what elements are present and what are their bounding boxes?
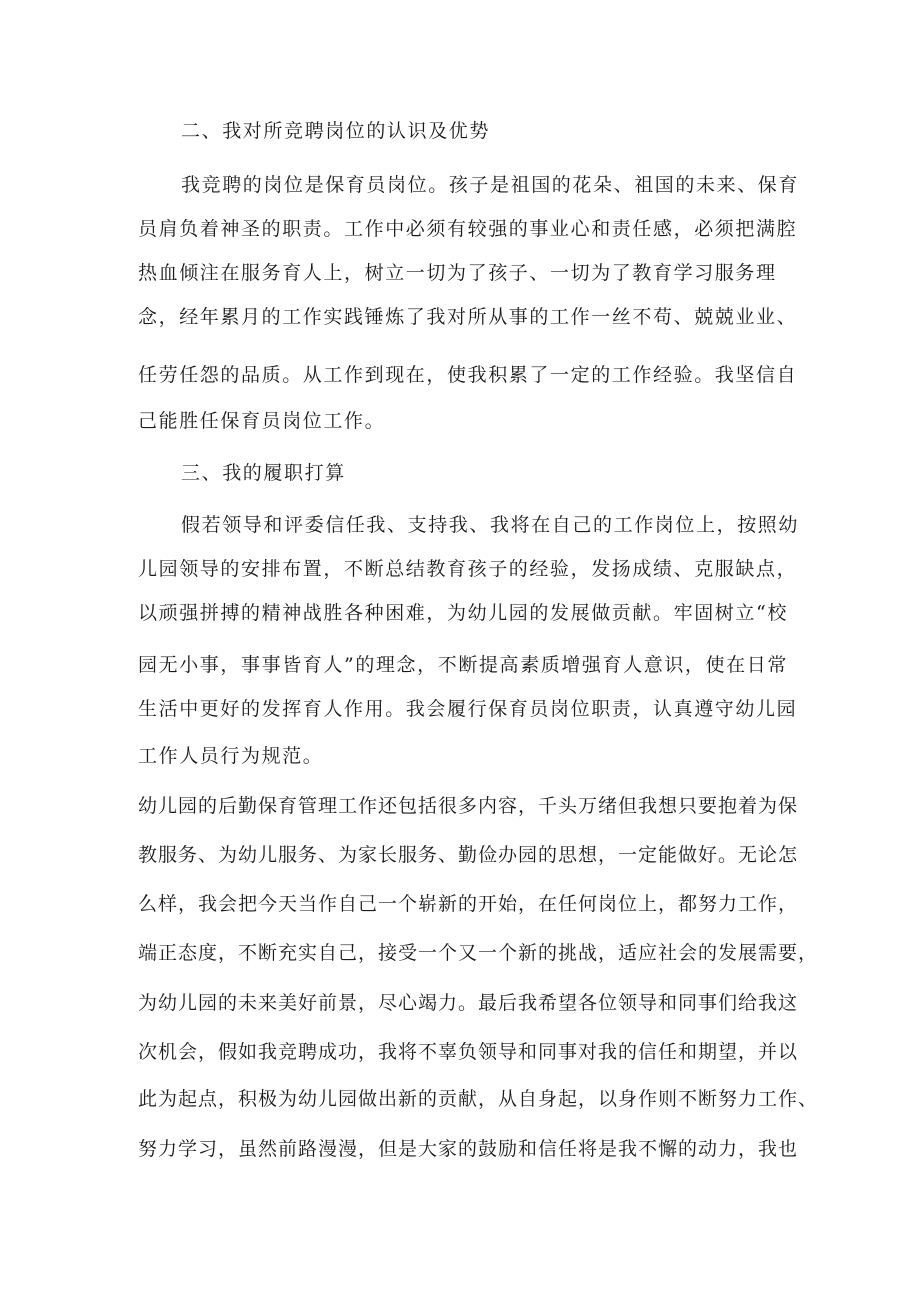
paragraph-line: 么样，我会把今天当作自己一个崭新的开始，在任何岗位上，都努力工作， — [138, 893, 799, 915]
paragraph-line: 员肩负着神圣的职责。工作中必须有较强的事业心和责任感，必须把满腔 — [138, 218, 798, 240]
paragraph-line: 任劳任怨的品质。从工作到现在，使我积累了一定的工作经验。我坚信自 — [138, 364, 798, 386]
paragraph-line: 为幼儿园的未来美好前景，尽心竭力。最后我希望各位领导和同事们给我这 — [138, 992, 799, 1014]
paragraph-line: 园无小事，事事皆育人”的理念，不断提高素质增强育人意识，使在日常 — [138, 654, 788, 676]
paragraph-line: 幼儿园的后勤保育管理工作还包括很多内容，千头万绪但我想只要抱着为保 — [138, 795, 799, 817]
paragraph-line: 己能胜任保育员岗位工作。 — [138, 410, 386, 432]
paragraph-line: 念，经年累月的工作实践锤炼了我对所从事的工作一丝不苟、兢兢业业、 — [138, 306, 798, 328]
paragraph-line: 以顽强拼搏的精神战胜各种困难，为幼儿园的发展做贡献。牢固树立“校 — [138, 602, 788, 624]
paragraph-line: 我竞聘的岗位是保育员岗位。孩子是祖国的花朵、祖国的未来、保育 — [181, 174, 800, 196]
paragraph-line: 热血倾注在服务育人上，树立一切为了孩子、一切为了教育学习服务理 — [138, 262, 777, 284]
paragraph-line: 次机会，假如我竞聘成功，我将不辜负领导和同事对我的信任和期望，并以 — [138, 1041, 799, 1063]
paragraph-line: 假若领导和评委信任我、支持我、我将在自己的工作岗位上，按照幼 — [181, 514, 800, 536]
paragraph-line: 儿园领导的安排布置，不断总结教育孩子的经验，发扬成绩、克服缺点， — [138, 558, 798, 580]
paragraph-line: 教服务、为幼儿服务、为家长服务、勤俭办园的思想，一定能做好。无论怎 — [138, 844, 799, 866]
section-heading: 三、我的履职打算 — [181, 462, 346, 484]
paragraph-line: 努力学习，虽然前路漫漫，但是大家的鼓励和信任将是我不懈的动力，我也 — [138, 1138, 799, 1160]
paragraph-line: 生活中更好的发挥育人作用。我会履行保育员岗位职责，认真遵守幼儿园 — [138, 698, 798, 720]
section-heading: 二、我对所竞聘岗位的认识及优势 — [181, 120, 491, 142]
paragraph-line: 端正态度，不断充实自己，接受一个又一个新的挑战，适应社会的发展需要， — [138, 942, 819, 964]
paragraph-line: 此为起点，积极为幼儿园做出新的贡献，从自身起，以身作则不断努力工作、 — [138, 1088, 819, 1110]
paragraph-line: 工作人员行为规范。 — [138, 745, 324, 767]
